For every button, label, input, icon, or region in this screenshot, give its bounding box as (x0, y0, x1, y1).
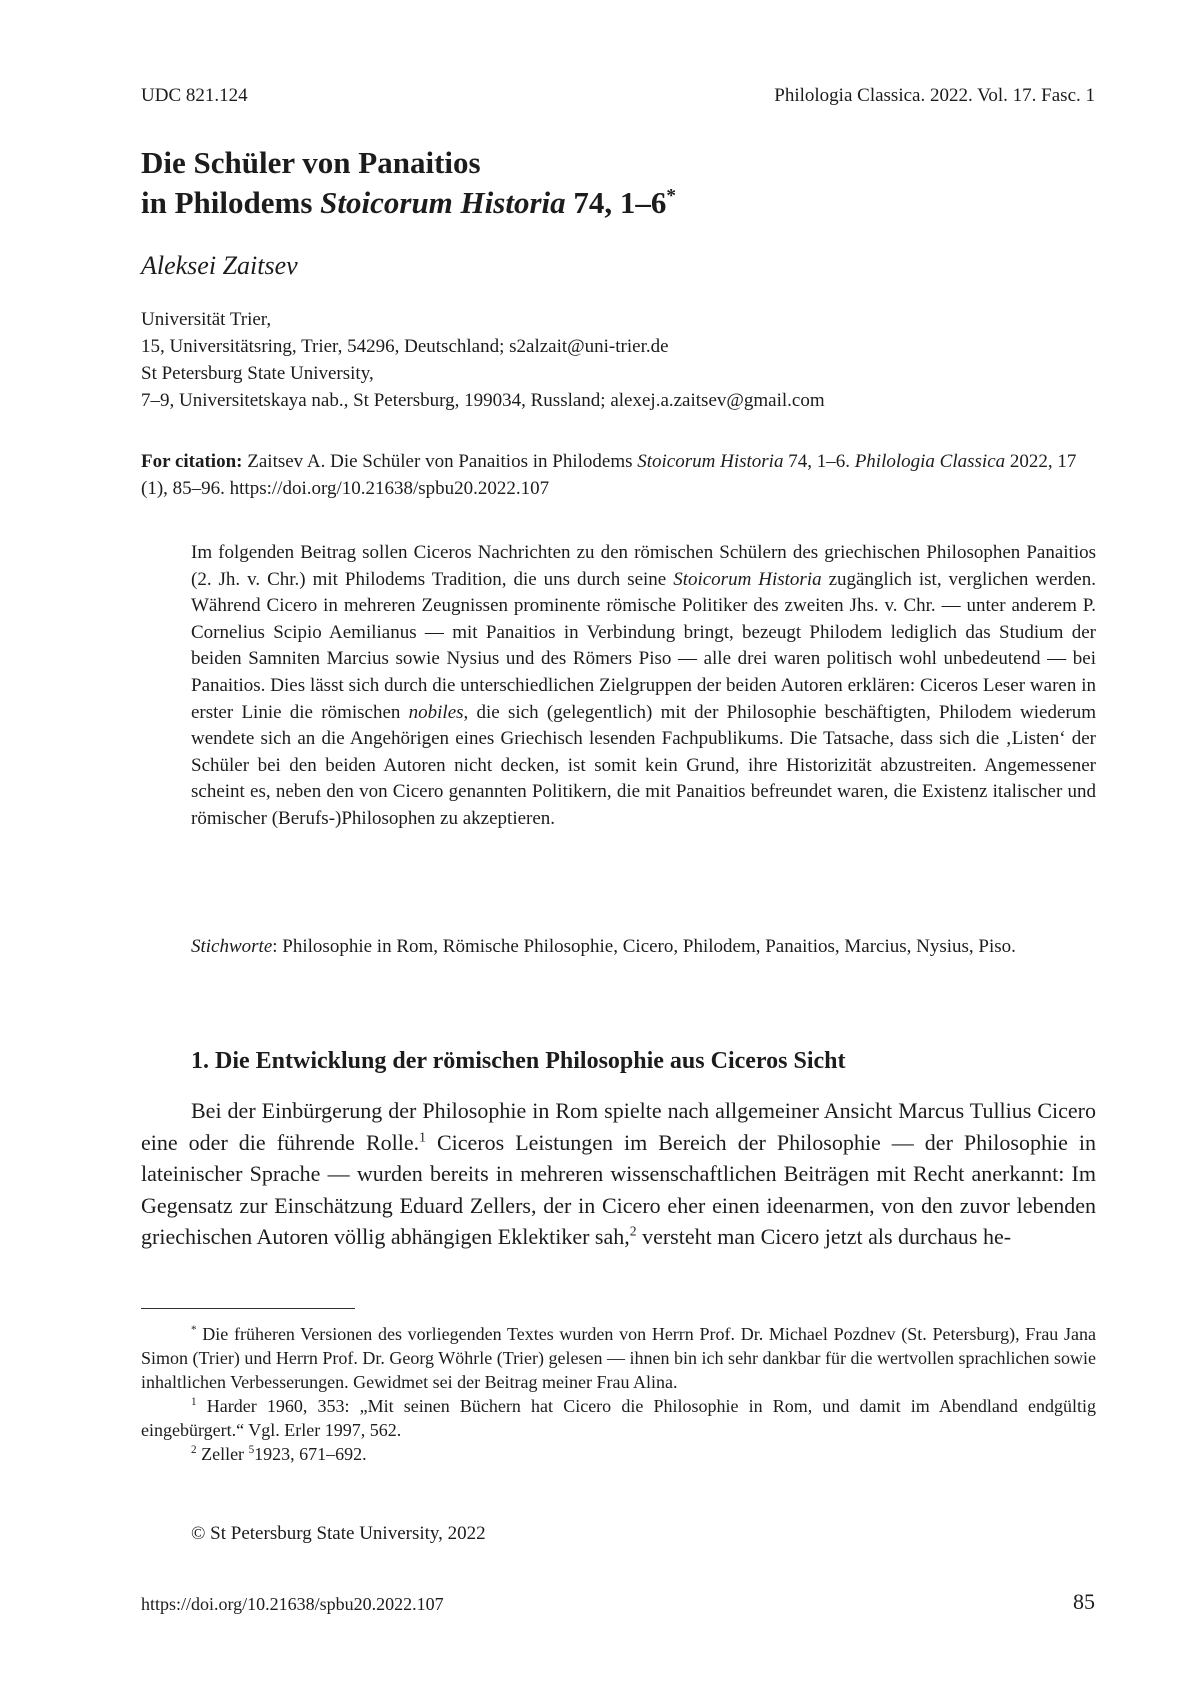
footer-doi: https://doi.org/10.21638/spbu20.2022.107 (141, 1594, 444, 1614)
citation-label: For citation: (141, 451, 243, 472)
abstract: Im folgenden Beitrag sollen Ciceros Nachrichten zu den römischen Schülern des griechischen Philosophen Panaitios (2. Jh. v. Chr.) mit Philodems Tradition, die uns durch seine Stoicorum Historia zugänglich ist, verglichen werden. Während Cicero in mehreren Zeugnissen prominente römische Politiker des zweiten Jhs. v. Chr. — unter anderem P. Cornelius Scipio Aemilianus — mit Panaitios in Verbindung bringt, bezeugt Philodem lediglich das Studium der beiden Samniten Marcius sowie Nysius und des Römers Piso — alle drei waren politisch wohl unbedeutend — bei Panaitios. Dies lässt sich durch die unterschiedlichen Zielgruppen der beiden Autoren erklären: Ciceros Leser waren in erster Linie die römischen nobiles, die sich (gelegentlich) mit der Philosophie beschäftigten, Philodem wiederum wendete sich an die Angehörigen eines Griechisch lesenden Fachpublikums. Die Tatsache, dass sich die ‚Listen‘ der Schüler bei den beiden Autoren nicht decken, ist somit kein Grund, ihre Historizität abzustreiten. Angemessener scheint es, neben den von Cicero genannten Politikern, die mit Panaitios befreundet waren, die Existenz italischer und römischer (Berufs-)Philosophen zu akzeptieren. (191, 542, 1096, 829)
page-number: 85 (1073, 1589, 1095, 1614)
affiliation-line: St Petersburg State University, (141, 363, 374, 384)
keywords-label: Stichworte (191, 936, 273, 957)
body-text (141, 1095, 1096, 1253)
footnote-divider (141, 1308, 355, 1309)
affiliation-line: 15, Universitätsring, Trier, 54296, Deutschland; s2alzait@uni-trier.de (141, 336, 669, 357)
title-line-2: in Philodems Stoicorum Historia 74, 1–6* (141, 185, 676, 220)
journal-reference: Philologia Classica. 2022. Vol. 17. Fasc. 1 (774, 85, 1095, 106)
footnote-2: $^2$ Zeller $^5$1923, 671–692. (191, 1444, 367, 1464)
footnote-ref-1: 1 (419, 1129, 426, 1145)
author-name: Aleksei Zaitsev (141, 251, 298, 280)
affiliation-line: Universität Trier, (141, 309, 272, 330)
section-heading: 1. Die Entwicklung der römischen Philosophie aus Ciceros Sicht (191, 1048, 846, 1074)
footnote-star: * Die früheren Versionen des vorliegenden Textes wurden von Herrn Prof. Dr. Michael Pozdnev (St. Petersburg), Frau Jana Simon (Trier) und Herrn Prof. Dr. Georg Wöhrle (Trier) gelesen — ihnen bin ich sehr dankbar für die wertvollen sprachlichen sowie inhaltlichen Verbesserungen. Gewidmet sei der Beitrag meiner Frau Alina. (141, 1324, 1096, 1392)
affiliations (141, 306, 1081, 414)
footnote-ref-2: 2 (629, 1223, 637, 1239)
citation: For citation: Zaitsev A. Die Schüler von Panaitios in Philodems Stoicorum Historia 74, 1–6. Philologia Classica 2022, 17 (1), 85–96. https://doi.org/10.21638/spbu20.2022.107 (141, 451, 1077, 499)
footnotes (141, 1322, 1096, 1466)
affiliation-line: 7–9, Universitetskaya nab., St Petersburg, 199034, Russland; alexej.a.zaitsev@gmail.com (141, 390, 825, 411)
udc-code: UDC 821.124 (141, 85, 248, 106)
title-line-1: Die Schüler von Panaitios (141, 145, 481, 180)
body-paragraph: Bei der Einbürgerung der Philosophie in Rom spielte nach allgemeiner Ansicht Marcus Tullius Cicero eine oder die führende Rolle.$^1$ Ciceros Leistungen im Bereich der Philosophie — der Philosophie in lateinischer Sprache — wurden bereits in mehreren wissenschaftlichen Beiträgen mit Recht anerkannt: Im Gegensatz zur Einschätzung Eduard Zellers, der in Cicero eher einen ideenarmen, von den zuvor lebenden griechischen Autoren völlig abhängigen Eklektiker sah,$^2$ versteht man Cicero jetzt als durchaus he- (141, 1098, 1096, 1249)
article-title (141, 143, 1041, 223)
footnote-1: $^1$ Harder 1960, 353: „Mit seinen Büchern hat Cicero die Philosophie in Rom, und damit im Abendland endgültig eingebürgert.“ Vgl. Erler 1997, 562. (141, 1396, 1096, 1440)
copyright-notice: © St Petersburg State University, 2022 (191, 1523, 486, 1544)
title-footnote-marker: * (666, 185, 676, 207)
keywords: Stichworte: Philosophie in Rom, Römische Philosophie, Cicero, Philodem, Panaitios, Marcius, Nysius, Piso. (191, 936, 1016, 957)
